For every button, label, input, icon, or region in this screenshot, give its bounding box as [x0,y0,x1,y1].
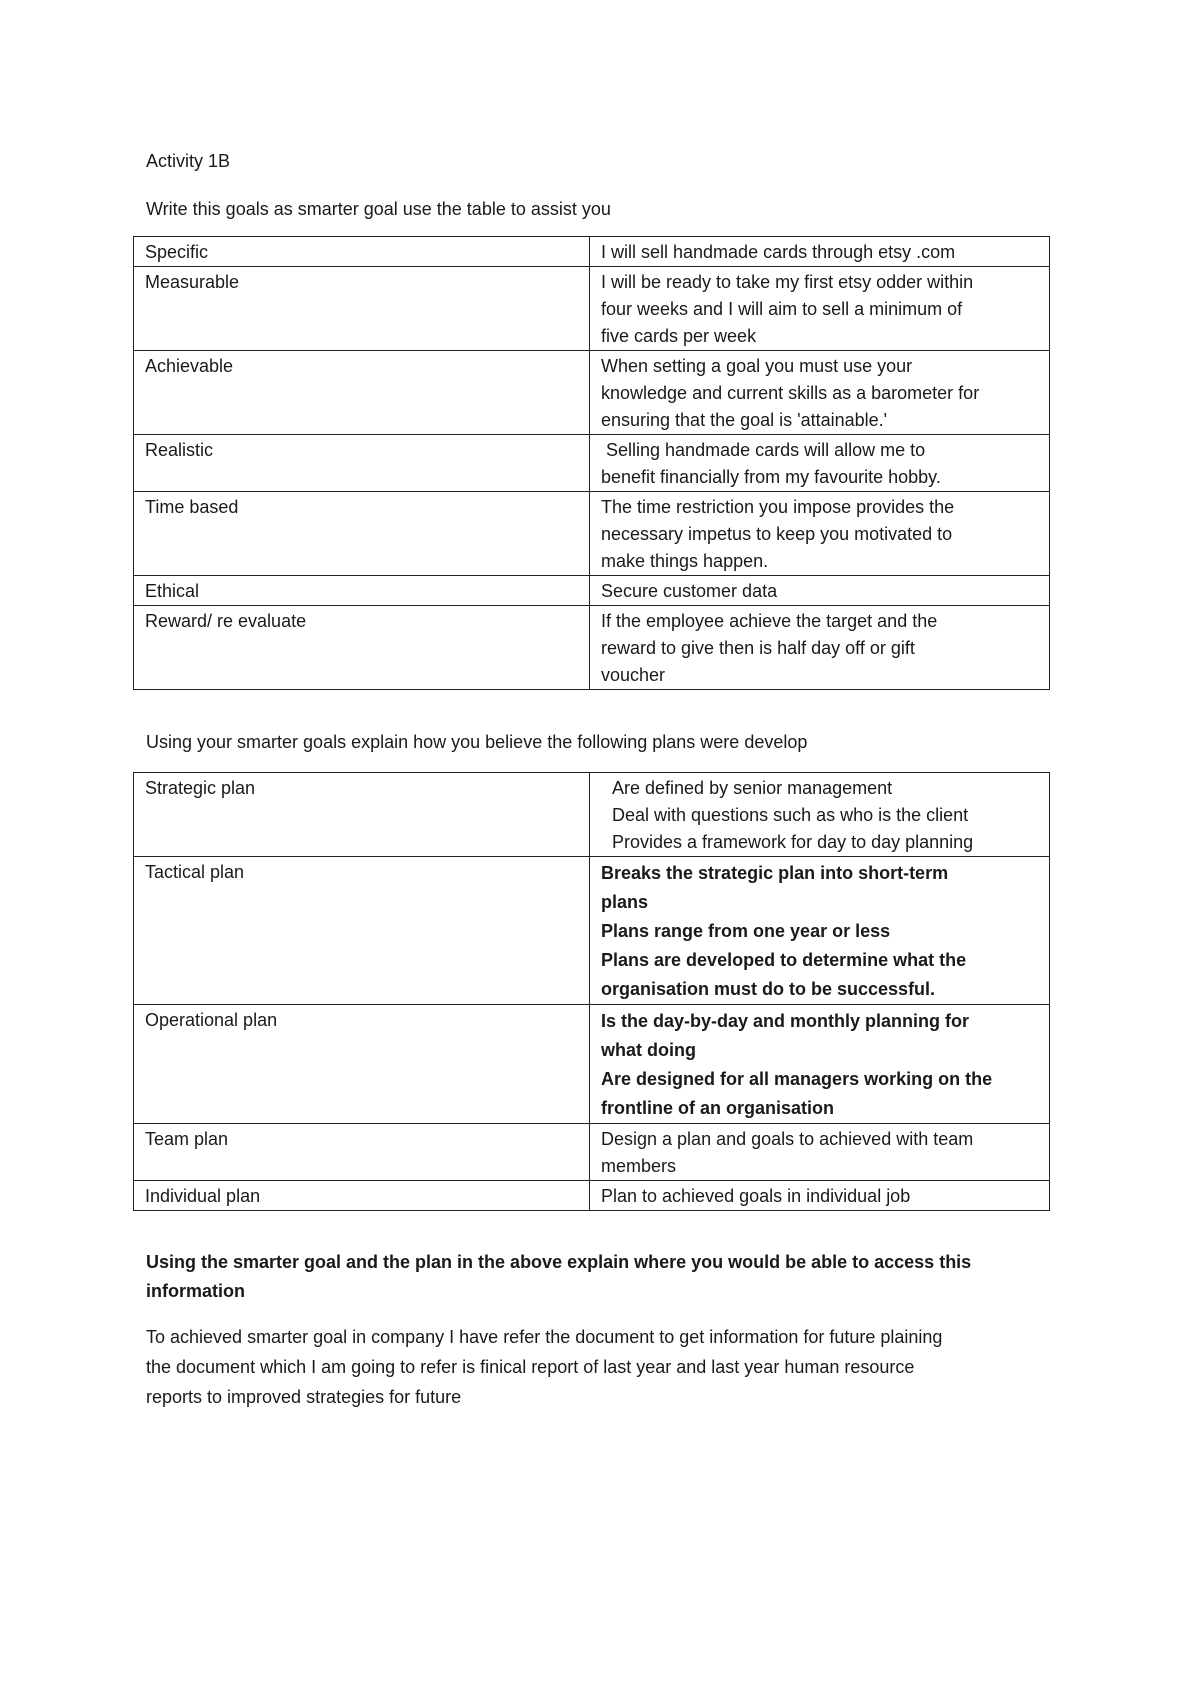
value-line: If the employee achieve the target and the [601,611,938,631]
value-line: Plans are developed to determine what the [601,950,967,970]
value-line: Deal with questions such as who is the client [612,805,969,825]
row-label: Time based [134,492,590,576]
value-line: four weeks and I will aim to sell a minimum of [601,299,963,319]
activity-title: Activity 1B [146,151,231,171]
value-line: Secure customer data [601,581,778,601]
table-row [134,435,1050,492]
row-value [590,267,1050,351]
table-row [134,351,1050,435]
row-label: Realistic [134,435,590,492]
row-value [590,435,1050,492]
value-line: plans [601,892,649,912]
value-line: Selling handmade cards will allow me to [601,440,926,460]
table-row [134,606,1050,690]
value-line: knowledge and current skills as a barometer for [601,383,980,403]
row-label: Achievable [134,351,590,435]
row-value [590,606,1050,690]
answer-line: To achieved smarter goal in company I have refer the document to get information for future plaining [146,1327,943,1347]
answer-text [146,1322,1086,1412]
value-line: necessary impetus to keep you motivated to [601,524,953,544]
value-line: frontline of an organisation [601,1098,834,1118]
value-line: When setting a goal you must use your [601,356,913,376]
value-line: organisation must do to be successful. [601,979,936,999]
table-row [134,576,1050,606]
value-line: Are defined by senior management [612,778,893,798]
row-value [590,492,1050,576]
row-label: Specific [134,237,590,267]
row-label: Strategic plan [134,773,590,857]
table-row [134,1181,1050,1211]
value-line: Provides a framework for day to day planning [612,832,974,852]
value-line: I will sell handmade cards through etsy .com [601,242,956,262]
row-label: Individual plan [134,1181,590,1211]
value-line: Plan to achieved goals in individual job [601,1186,911,1206]
table-row [134,492,1050,576]
value-line: Design a plan and goals to achieved with team [601,1129,974,1149]
table-row [134,237,1050,267]
row-value [590,237,1050,267]
value-line: five cards per week [601,326,757,346]
question-line: information [146,1281,245,1301]
value-line: benefit financially from my favourite hobby. [601,467,941,487]
row-value [590,351,1050,435]
value-line: I will be ready to take my first etsy odder within [601,272,974,292]
row-value [590,1005,1050,1124]
value-line: Breaks the strategic plan into short-term [601,863,949,883]
value-line: members [601,1156,677,1176]
table-row [134,1005,1050,1124]
value-line: make things happen. [601,551,769,571]
row-label: Measurable [134,267,590,351]
row-label: Team plan [134,1124,590,1181]
plans-table [133,772,1050,1211]
value-line: reward to give then is half day off or gift [601,638,915,658]
table-row [134,857,1050,1005]
row-label: Ethical [134,576,590,606]
value-line: what doing [601,1040,696,1060]
smarter-goal-table [133,236,1050,690]
row-value [590,1181,1050,1211]
value-line: Are designed for all managers working on the [601,1069,993,1089]
row-label: Operational plan [134,1005,590,1124]
table-row [134,773,1050,857]
row-value [590,576,1050,606]
value-line: voucher [601,665,666,685]
question-text [146,1248,1066,1306]
answer-line: reports to improved strategies for future [146,1387,462,1407]
plans-instruction: Using your smarter goals explain how you believe the following plans were develop [146,732,808,752]
row-value [590,857,1050,1005]
value-line: Plans range from one year or less [601,921,891,941]
value-line: Is the day-by-day and monthly planning for [601,1011,970,1031]
value-line: ensuring that the goal is 'attainable.' [601,410,888,430]
answer-line: the document which I am going to refer is finical report of last year and last year human resource [146,1357,915,1377]
row-label: Reward/ re evaluate [134,606,590,690]
table-row [134,267,1050,351]
row-label: Tactical plan [134,857,590,1005]
value-line: The time restriction you impose provides the [601,497,955,517]
smarter-goal-instruction: Write this goals as smarter goal use the table to assist you [146,199,611,219]
row-value [590,1124,1050,1181]
table-row [134,1124,1050,1181]
question-line: Using the smarter goal and the plan in the above explain where you would be able to access this [146,1252,972,1272]
row-value [590,773,1050,857]
